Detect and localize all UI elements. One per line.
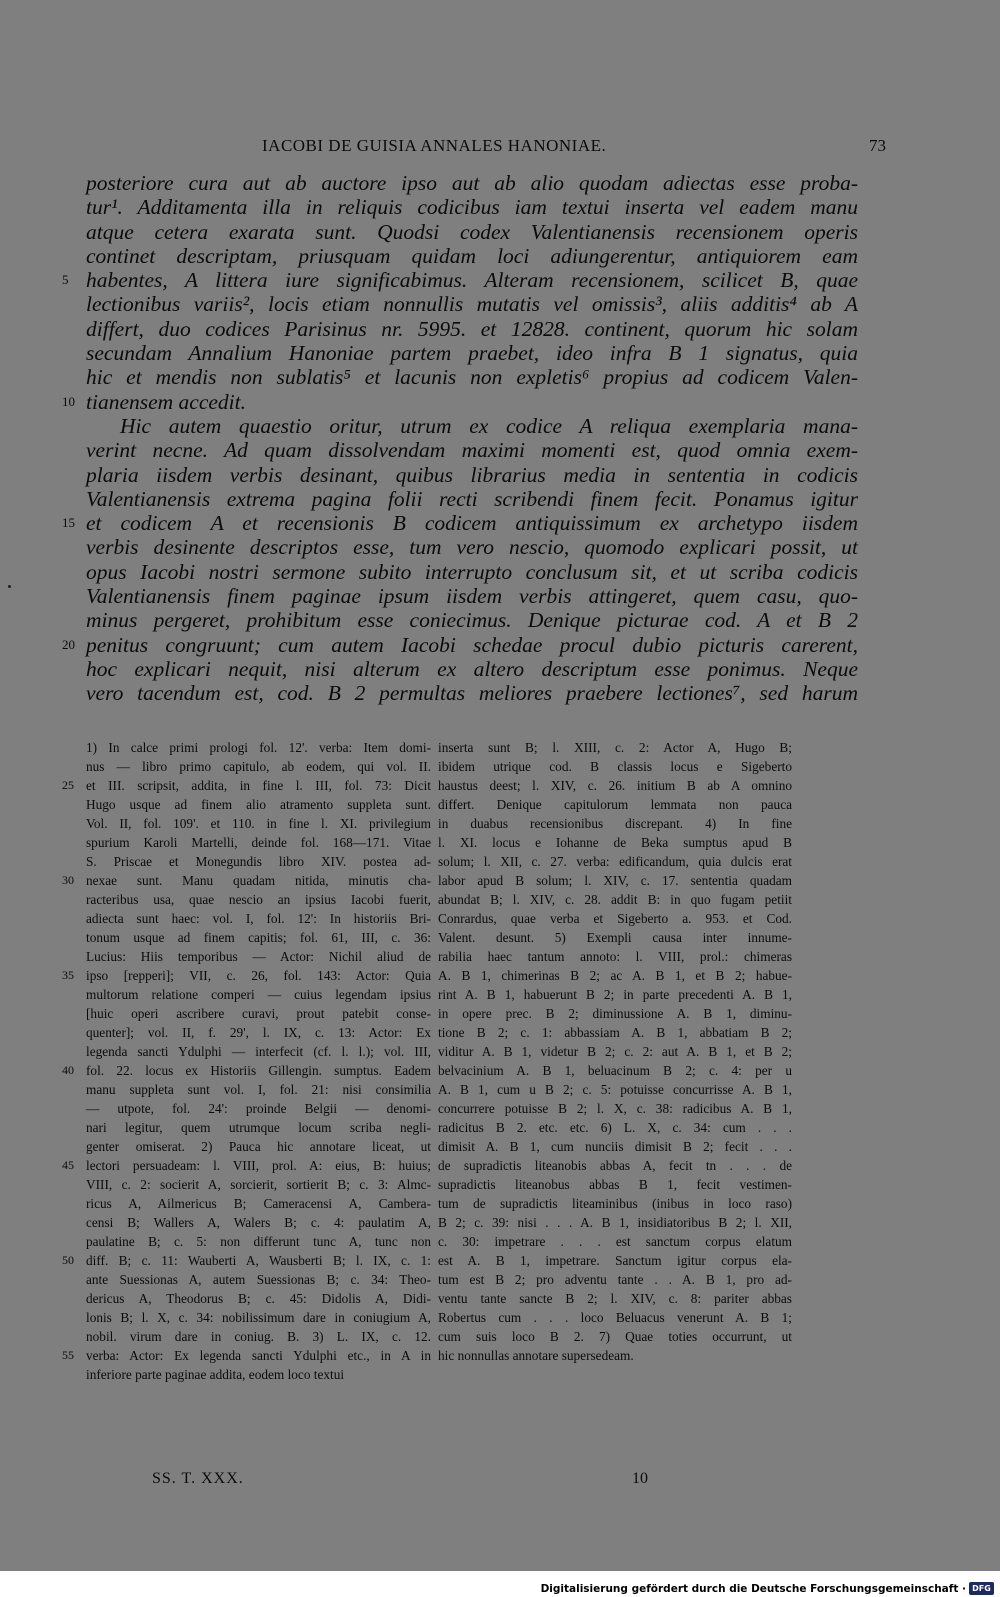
note-line (86, 1213, 431, 1232)
line-text: continet descriptam, priusquam quidam loci adiungerentur, antiquiorem eam (86, 243, 858, 268)
line-number: 30 (62, 873, 74, 887)
note-line (86, 1118, 431, 1137)
line-text: adiecta sunt haec: vol. I, fol. 12': In historiis Bri- (86, 911, 431, 926)
line-text: plaria iisdem verbis desinant, quibus librarius media in sententia in codicis (86, 462, 858, 487)
note-line (86, 738, 431, 757)
line-text: solum; l. XII, c. 27. verba: edificandum, quia dulcis erat (438, 854, 792, 869)
note-line (86, 1365, 431, 1384)
note-line (438, 1289, 792, 1308)
line-text: hic et mendis non sublatis⁵ et lacunis non expletis⁶ propius ad codicem Valen- (86, 365, 858, 390)
line-text: verbis desinente descriptos esse, tum vero nescio, quomodo explicari possit, ut (86, 535, 858, 560)
line-text: et III. scripsit, addita, in fine l. III, fol. 73: Dicit (86, 778, 431, 793)
line-text: Valentianensis extrema pagina folii recti scribendi finem fecit. Ponamus igitur (86, 486, 858, 511)
note-line (86, 1023, 431, 1042)
line-text: c. 30: impetrare . . . est sanctum corpus elatum (438, 1234, 792, 1249)
line-text: posteriore cura aut ab auctore ipso aut ab alio quodam adiectas esse proba- (86, 171, 858, 195)
line-text: vero tacendum est, cod. B 2 permultas meliores praebere lectiones⁷, sed harum (86, 681, 858, 706)
line-text: viditur A. B 1, videtur B 2; c. 2: aut A. B 1, et B 2; (438, 1044, 792, 1059)
main-text (62, 171, 902, 706)
note-line (438, 1080, 792, 1099)
note-line (86, 1042, 431, 1061)
line-text: l. XI. locus e Iohanne de Beka sumptus apud B (438, 835, 792, 850)
line-text: S. Priscae et Monegundis libro XIV. postea ad- (86, 854, 431, 869)
note-line (62, 1156, 431, 1175)
note-line (438, 795, 792, 814)
line-text: [huic operi ascribere curavi, prout patebit conse- (86, 1006, 431, 1021)
footer-bar (0, 1571, 1000, 1597)
line-text: lectori persuadeam: l. VIII, prol. A: eius, B: huius; (86, 1158, 431, 1173)
text-line (62, 365, 902, 389)
line-text: verint necne. Ad quam dissolvendam maximi momenti est, quod omnia exem- (86, 438, 858, 463)
text-line (62, 390, 902, 414)
line-text: penitus congruunt; cum autem Iacobi schedae procul dubio picturis carerent, (86, 632, 858, 657)
line-text: rint A. B 1, habuerunt B 2; in parte precedenti A. B 1, (438, 987, 792, 1002)
text-line (62, 220, 902, 244)
line-text: lonis B; l. X, c. 34: nobilissimum dare in coniugium A, (86, 1310, 431, 1325)
line-text: in duabus recensionibus discrepant. 4) In fine (438, 816, 792, 831)
note-line (438, 1232, 792, 1251)
note-line (438, 852, 792, 871)
note-line (438, 1213, 792, 1232)
funding-credit: Digitalisierung gefördert durch die Deutsche Forschungsgemeinschaft · (540, 1583, 966, 1595)
note-line (86, 852, 431, 871)
text-line (62, 535, 902, 559)
line-text: tione B 2; c. 1: abbassiam A. B 1, abbatiam B 2; (438, 1025, 792, 1040)
note-line (86, 757, 431, 776)
note-line (438, 1137, 792, 1156)
line-text: A. B 1, cum u B 2; c. 5: potuisse concurrisse A. B 1, (438, 1082, 792, 1097)
note-line (438, 966, 792, 985)
note-line (438, 776, 792, 795)
note-line (438, 1327, 792, 1346)
note-line (438, 871, 792, 890)
scanned-page (62, 100, 902, 1540)
footnotes-right-column (438, 738, 792, 1365)
note-line (86, 1327, 431, 1346)
note-line (86, 833, 431, 852)
line-text: B 2; c. 39: nisi . . . A. B 1, insidiatoribus B 2; l. XII, (438, 1215, 792, 1230)
line-text: Hic autem quaestio oritur, utrum ex codice A reliqua exemplaria mana- (120, 413, 858, 438)
note-line (62, 966, 431, 985)
line-text: nobil. virum dare in coniug. B. 3) L. IX, c. 12. (86, 1329, 431, 1344)
line-text: lectionibus variis², locis etiam nonnullis mutatis vel omissis³, aliis additis⁴ ab A (86, 292, 858, 317)
note-line (438, 1023, 792, 1042)
note-line (438, 1308, 792, 1327)
line-text: minus pergeret, prohibitum esse coniecimus. Denique picturae cod. A et B 2 (86, 608, 858, 633)
note-line (438, 1194, 792, 1213)
line-text: differt. Denique capitulorum lemmata non pauca (438, 797, 792, 812)
line-text: haustus deest; l. XIV, c. 26. initium B ab A omnino (438, 778, 792, 793)
line-text: diff. B; c. 11: Wauberti A, Wausberti B; l. IX, c. 1: (86, 1253, 431, 1268)
line-text: in opere prec. B 2; diminussione A. B 1, diminu- (438, 1006, 792, 1021)
line-text: ricus A, Ailmericus B; Cameracensi A, Cambera- (86, 1196, 431, 1211)
line-number: 40 (62, 1063, 74, 1077)
line-text: habentes, A littera iure significabimus. Alteram recensionem, scilicet B, quae (86, 268, 858, 293)
line-number: 35 (62, 968, 74, 982)
page-number: 73 (869, 136, 886, 155)
line-text: racteribus usa, quae nescio an ipsius Iacobi fuerit, (86, 892, 431, 907)
note-line (86, 1308, 431, 1327)
line-text: inferiore parte paginae addita, eodem loco textui (86, 1367, 345, 1382)
note-line (438, 928, 792, 947)
line-text: secundam Annalium Hanoniae partem praebet, ideo infra B 1 signatus, quia (86, 341, 858, 366)
line-text: ante Suessionas A, autem Suessionas B; c. 34: Theo- (86, 1272, 431, 1287)
line-text: ibidem utrique cod. B classis locus e Sigeberto (438, 759, 792, 774)
line-text: nexae sunt. Manu quadam nitida, minutis cha- (86, 873, 431, 888)
line-number: 20 (62, 636, 75, 652)
text-line (62, 438, 902, 462)
line-text: et codicem A et recensionis B codicem antiquissimum ex archetypo iisdem (86, 511, 858, 536)
sheet-signature: SS. T. XXX. (152, 1470, 244, 1487)
text-line (62, 244, 902, 268)
line-text: manu suppleta sunt vol. I, fol. 21: nisi consimilia (86, 1082, 431, 1097)
note-line (86, 1270, 431, 1289)
footnotes-left-column (62, 738, 431, 1384)
line-text: tur¹. Additamenta illa in reliquis codicibus iam textui inserta vel eadem manu (86, 195, 858, 220)
line-text: differt, duo codices Parisinus nr. 5995. et 12828. continent, quorum hic solam (86, 316, 858, 341)
line-text: Robertus cum . . . loco Beluacus venerunt A. B 1; (438, 1310, 792, 1325)
line-text: A. B 1, chimerinas B 2; ac A. B 1, et B 2; habue- (438, 968, 792, 983)
line-number: 45 (62, 1158, 74, 1172)
line-text: atque cetera exarata sunt. Quodsi codex Valentianensis recensionem operis (86, 219, 858, 244)
note-line (86, 1080, 431, 1099)
line-number: 50 (62, 1253, 74, 1267)
note-line (438, 1042, 792, 1061)
line-text: cum suis loco B 2. 7) Quae toties occurrunt, ut (438, 1329, 792, 1344)
line-text: est A. B 1, impetrare. Sanctum igitur corpus ela- (438, 1253, 792, 1268)
text-line (62, 268, 902, 292)
note-line (86, 985, 431, 1004)
line-text: rabilia haec tantum annoto: l. VIII, prol.: chimeras (438, 949, 792, 964)
line-text: verba: Actor: Ex legenda sancti Ydulphi etc., in A in (86, 1348, 431, 1363)
line-text: spurium Karoli Martelli, deinde fol. 168—171. Vitae (86, 835, 431, 850)
note-line (438, 738, 792, 757)
line-text: Valent. desunt. 5) Exempli causa inter innume- (438, 930, 792, 945)
line-number: 15 (62, 515, 75, 531)
note-line (62, 1251, 431, 1270)
line-text: VIII, c. 2: socierit A, sorcierit, sortierit B; c. 3: Almc- (86, 1177, 431, 1192)
line-text: dimisit A. B 1, cum nunciis dimisit B 2; fecit . . . (438, 1139, 792, 1154)
line-text: supradictis liteanobus abbas B 1, fecit vestimen- (438, 1177, 792, 1192)
line-number: 25 (62, 778, 74, 792)
text-line (62, 463, 902, 487)
note-line (438, 757, 792, 776)
line-text: Vol. II, fol. 109'. et 110. in fine l. XI. privilegium (86, 816, 431, 831)
text-line (62, 584, 902, 608)
note-line (62, 871, 431, 890)
note-line (438, 1175, 792, 1194)
scan-speck (8, 585, 11, 588)
line-text: ipso [repperi]; VII, c. 26, fol. 143: Actor: Quia (86, 968, 431, 983)
line-text: tonum usque ad finem capitis; fol. 61, III, c. 36: (86, 930, 431, 945)
line-text: nari legitur, quem utrumque locum scriba negli- (86, 1120, 431, 1135)
note-line (86, 814, 431, 833)
note-line (438, 947, 792, 966)
line-text: concurrere potuisse B 2; l. X, c. 38: radicibus A. B 1, (438, 1101, 792, 1116)
text-line (62, 681, 902, 705)
note-line (438, 1251, 792, 1270)
note-line (86, 928, 431, 947)
line-text: belvacinium A. B 1, beluacinum B 2; c. 4: per u (438, 1063, 792, 1078)
note-line (86, 1137, 431, 1156)
note-line (438, 1118, 792, 1137)
line-text: hic nonnullas annotare supersedeam. (438, 1348, 634, 1363)
note-line (62, 1346, 431, 1365)
text-line (62, 292, 902, 316)
text-line (62, 608, 902, 632)
note-line (438, 833, 792, 852)
line-number: 55 (62, 1348, 74, 1362)
note-line (86, 1194, 431, 1213)
note-line (438, 890, 792, 909)
note-line (86, 1175, 431, 1194)
note-line (438, 1061, 792, 1080)
line-text: Lucius: Hiis temporibus — Actor: Nichil aliud de (86, 949, 431, 964)
note-line (86, 1099, 431, 1118)
text-line (62, 657, 902, 681)
line-text: inserta sunt B; l. XIII, c. 2: Actor A, Hugo B; (438, 740, 792, 755)
line-text: Hugo usque ad finem alio atramento suppleta sunt. (86, 797, 431, 812)
line-text: paulatine B; c. 5: non differunt tunc A, tunc non (86, 1234, 431, 1249)
text-line (62, 414, 902, 438)
dfg-logo: DFG (969, 1582, 994, 1595)
page-header (62, 136, 902, 160)
line-text: tum de supradictis liteaminibus (inibus in loco raso) (438, 1196, 792, 1211)
line-text: abundat B; l. XIV, c. 28. addit B: in quo fugam petiit (438, 892, 792, 907)
line-text: quenter]; vol. II, f. 29', l. IX, c. 13: Actor: Ex (86, 1025, 431, 1040)
note-line (438, 985, 792, 1004)
line-text: Conrardus, quae verba et Sigeberto a. 953. et Cod. (438, 911, 792, 926)
note-line (438, 814, 792, 833)
sheet-number: 10 (632, 1470, 648, 1487)
note-line (438, 1004, 792, 1023)
note-line (86, 1004, 431, 1023)
line-text: fol. 22. locus ex Historiis Gillengin. sumptus. Eadem (86, 1063, 431, 1078)
line-text: genter omiserat. 2) Pauca hic annotare liceat, ut (86, 1139, 431, 1154)
note-line (86, 1289, 431, 1308)
line-text: de supradictis liteanobis abbas A, fecit tn . . . de (438, 1158, 792, 1173)
line-text: multorum relatione comperi — cuius legendam ipsius (86, 987, 431, 1002)
text-line (62, 633, 902, 657)
line-text: — utpote, fol. 24': proinde Belgii — denomi- (86, 1101, 431, 1116)
text-line (62, 511, 902, 535)
line-number: 10 (62, 393, 75, 409)
note-line (438, 909, 792, 928)
line-text: legenda sancti Ydulphi — interfecit (cf. l. l.); vol. III, (86, 1044, 431, 1059)
text-line (62, 317, 902, 341)
line-text: 1) In calce primi prologi fol. 12'. verba: Item domi- (86, 740, 431, 755)
note-line (86, 795, 431, 814)
note-line (438, 1156, 792, 1175)
line-text: nus — libro primo capitulo, ab eodem, qui vol. II. (86, 759, 431, 774)
line-text: tum est B 2; pro adventu tante . . A. B 1, pro ad- (438, 1272, 792, 1287)
note-line (438, 1346, 792, 1365)
line-text: censi B; Wallers A, Walers B; c. 4: paulatim A, (86, 1215, 431, 1230)
note-line (438, 1270, 792, 1289)
note-line (86, 909, 431, 928)
note-line (86, 890, 431, 909)
note-line (62, 1061, 431, 1080)
line-text: dericus A, Theodorus B; c. 45: Didolis A, Didi- (86, 1291, 431, 1306)
line-text: ventu tante sancte B 2; l. XIV, c. 8: pariter abbas (438, 1291, 792, 1306)
note-line (86, 1232, 431, 1251)
line-text: radicitus B 2. etc. etc. 6) L. X, c. 34: cum . . . (438, 1120, 792, 1135)
line-text: Valentianensis finem paginae ipsum iisdem verbis attingeret, quem casu, quo- (86, 584, 858, 609)
text-line (62, 171, 902, 195)
note-line (62, 776, 431, 795)
line-number: 5 (62, 272, 69, 288)
text-line (62, 341, 902, 365)
line-text: hoc explicari nequit, nisi alterum ex altero descriptum esse ponimus. Neque (86, 656, 858, 681)
running-title: IACOBI DE GUISIA ANNALES HANONIAE. (262, 136, 607, 155)
text-line (62, 195, 902, 219)
text-line (62, 560, 902, 584)
text-line (62, 487, 902, 511)
note-line (438, 1099, 792, 1118)
note-line (86, 947, 431, 966)
line-text: opus Iacobi nostri sermone subito interrupto conclusum sit, et ut scriba codicis (86, 559, 858, 584)
line-text: tianensem accedit. (86, 389, 247, 414)
line-text: labor apud B solum; l. XIV, c. 17. sententia quadam (438, 873, 792, 888)
